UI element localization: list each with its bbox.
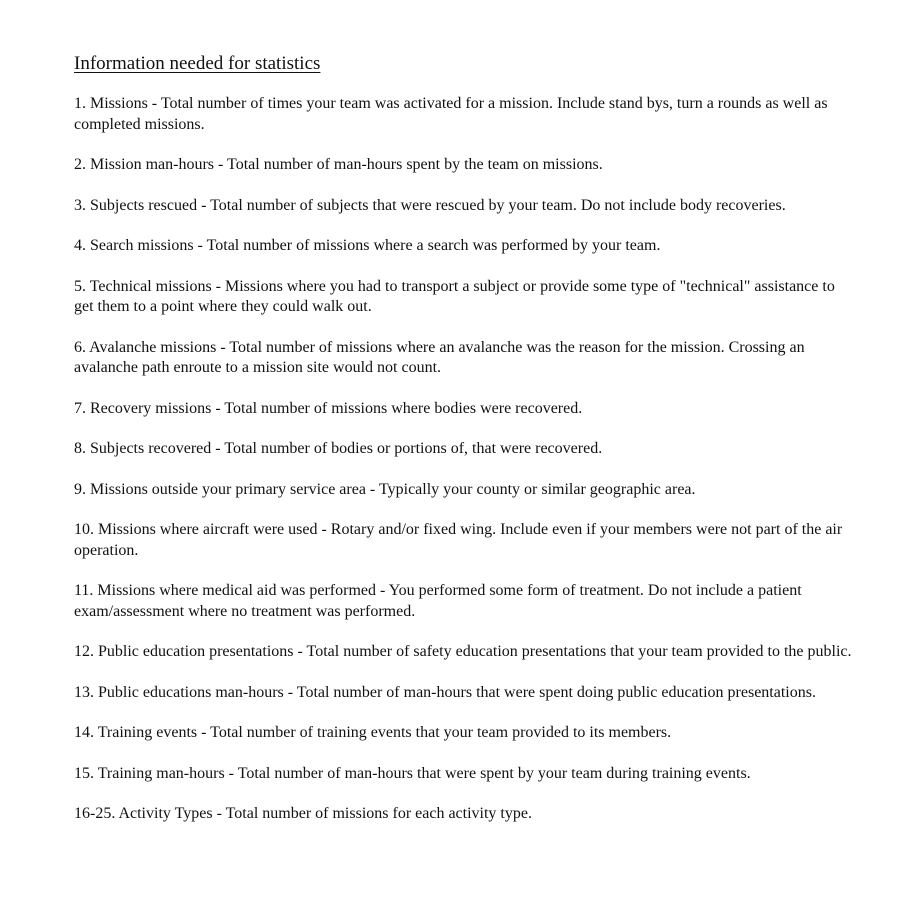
statistics-item-outside-service-area: 9. Missions outside your primary service area - Typically your county or similar geographic area. — [74, 480, 696, 498]
statistics-item-search-missions: 4. Search missions - Total number of missions where a search was performed by your team. — [74, 237, 661, 254]
statistics-item-public-education-man-hours: 13. Public educations man-hours - Total number of man-hours that were spent doing public education presentations. — [74, 683, 816, 701]
statistics-item-activity-types: 16-25. Activity Types - Total number of missions for each activity type. — [74, 805, 532, 822]
document-page — [74, 52, 854, 845]
document-title: Information needed for statistics — [74, 53, 321, 74]
statistics-item-medical-aid-missions: 11. Missions where medical aid was performed - You performed some form of treatment. Do not include a patient exam/assessment where no treatment was performed. — [74, 582, 802, 620]
statistics-item-public-education-presentations: 12. Public education presentations - Total number of safety education presentations that your team provided to the public. — [74, 643, 852, 660]
statistics-item-technical-missions: 5. Technical missions - Missions where you had to transport a subject or provide some type of "technical" assistance to get them to a point where they could walk out. — [74, 277, 835, 315]
statistics-item-avalanche-missions: 6. Avalanche missions - Total number of missions where an avalanche was the reason for the mission. Crossing an avalanche path enroute to a mission site would not count. — [74, 338, 805, 376]
statistics-item-aircraft-missions: 10. Missions where aircraft were used - Rotary and/or fixed wing. Include even if your members were not part of the air operation. — [74, 521, 843, 559]
statistics-item-subjects-rescued: 3. Subjects rescued - Total number of subjects that were rescued by your team. Do not include body recoveries. — [74, 196, 786, 214]
statistics-item-training-man-hours: 15. Training man-hours - Total number of man-hours that were spent by your team during training events. — [74, 764, 751, 782]
statistics-item-missions: 1. Missions - Total number of times your team was activated for a mission. Include stand bys, turn a rounds as well as completed missions. — [74, 95, 828, 133]
statistics-item-mission-man-hours: 2. Mission man-hours - Total number of man-hours spent by the team on missions. — [74, 156, 603, 173]
statistics-item-recovery-missions: 7. Recovery missions - Total number of missions where bodies were recovered. — [74, 399, 583, 417]
statistics-item-training-events: 14. Training events - Total number of training events that your team provided to its members. — [74, 724, 672, 741]
statistics-item-subjects-recovered: 8. Subjects recovered - Total number of bodies or portions of, that were recovered. — [74, 440, 603, 457]
statistics-list — [74, 94, 854, 825]
